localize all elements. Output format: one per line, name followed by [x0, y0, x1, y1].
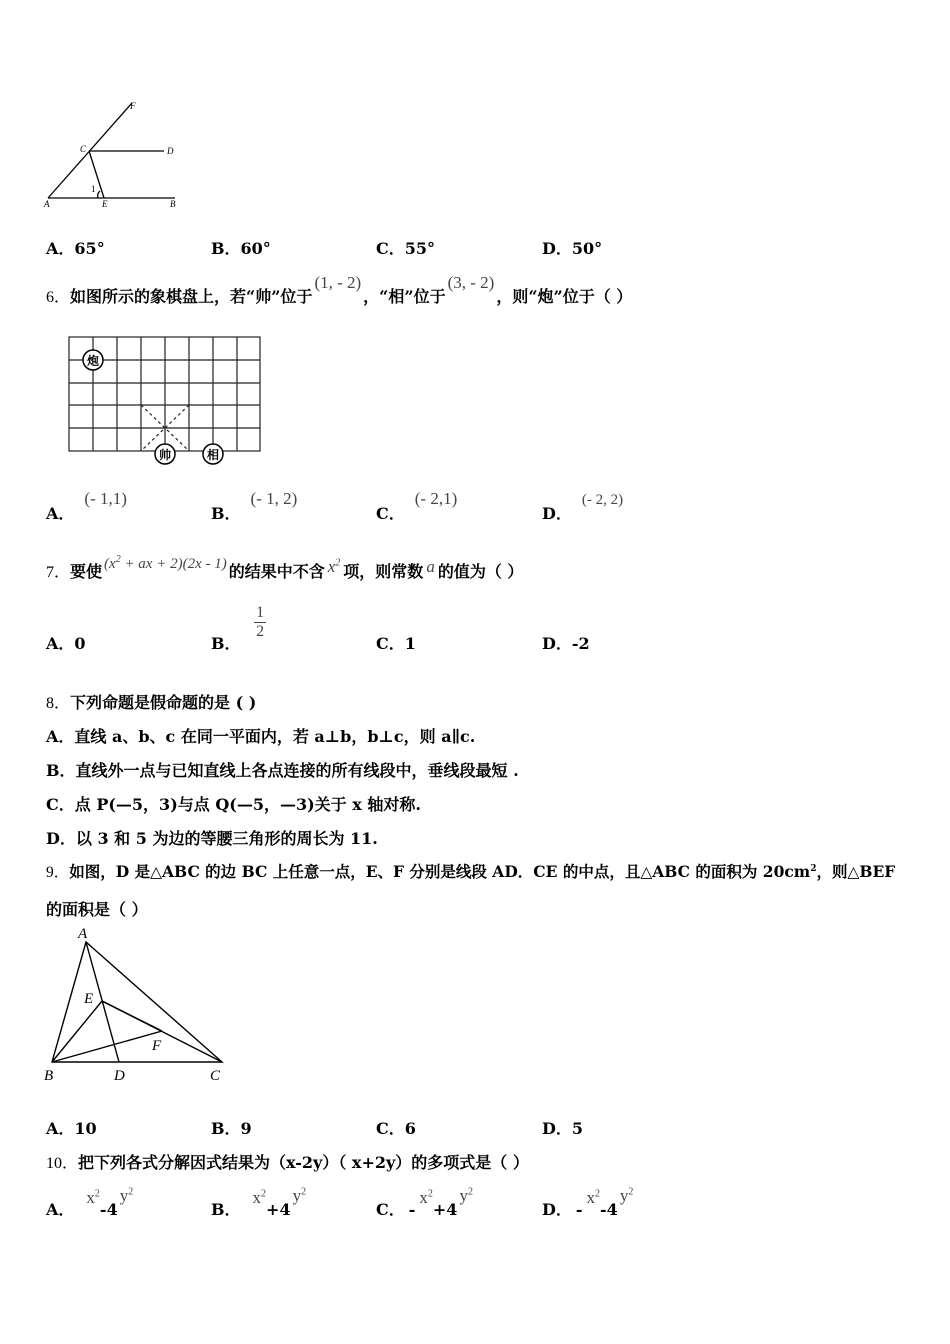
q8-option-d[interactable]: [46, 826, 378, 849]
option-x-base: x: [586, 1188, 596, 1207]
q5-option-d[interactable]: [542, 236, 602, 259]
option-y-base: y: [459, 1186, 468, 1205]
option-letter: D．: [542, 1119, 572, 1138]
q7-term-x: x: [327, 557, 336, 576]
q7-number: 7．: [46, 564, 71, 581]
q7-option-d[interactable]: [542, 631, 590, 654]
label-B: B: [44, 1068, 54, 1084]
piece-pao: [83, 350, 103, 370]
option-letter: A．: [46, 1200, 75, 1219]
option-x-base: x: [86, 1188, 95, 1207]
q6-stem: [46, 270, 632, 310]
fraction-denominator: 2: [256, 623, 265, 640]
option-x-sup: 2: [427, 1188, 433, 1200]
q9-text-sup: 2: [810, 863, 817, 874]
fraction-numerator: 1: [256, 604, 265, 621]
option-letter: A．: [46, 634, 75, 653]
option-text: -2: [571, 634, 590, 653]
q6-option-c[interactable]: [376, 486, 458, 523]
option-text: (- 2, 2): [581, 492, 624, 508]
q7-text-2: 的结果中不含: [228, 562, 325, 581]
piece-xiang-label: 相: [206, 448, 220, 462]
q7-text-4: 的值为（ ）: [437, 562, 524, 581]
label-C: C: [210, 1068, 221, 1084]
option-op: +4: [266, 1200, 291, 1219]
option-text: 6: [404, 1119, 416, 1138]
option-y-base: y: [119, 1186, 129, 1205]
q7-term-sup: 2: [335, 557, 341, 569]
option-letter: B．: [46, 761, 76, 780]
option-text: 点 P(—5，3)与点 Q(—5，—3)关于 x 轴对称.: [74, 795, 421, 814]
piece-xiang: [203, 444, 223, 464]
q7-var: a: [426, 557, 435, 576]
option-y: [120, 1186, 134, 1205]
option-text: 1: [404, 634, 416, 653]
label-C: C: [80, 144, 87, 154]
q9-number: 9．: [46, 864, 70, 881]
label-F: F: [130, 101, 136, 111]
q7-expression: [104, 556, 227, 572]
label-A: A: [78, 926, 88, 942]
option-letter: D．: [542, 504, 572, 523]
q8-option-b[interactable]: [46, 758, 519, 781]
option-letter: A．: [46, 239, 75, 258]
option-text: 65°: [74, 239, 105, 258]
q6-option-a[interactable]: [46, 486, 127, 523]
q9-text-1-end: ，则△BEF: [816, 862, 896, 881]
option-op: -4: [99, 1200, 118, 1219]
q6-option-d[interactable]: [542, 486, 624, 523]
label-angle-1: 1: [91, 184, 96, 194]
option-y-sup: 2: [128, 1186, 134, 1198]
option-text: 55°: [404, 239, 436, 258]
q10-stem: [46, 1150, 529, 1173]
option-text: 9: [240, 1119, 252, 1138]
label-E: E: [84, 991, 94, 1007]
option-y: [293, 1186, 307, 1205]
option-letter: D．: [542, 1200, 572, 1219]
q9-option-b[interactable]: [211, 1116, 252, 1139]
option-x: [587, 1188, 601, 1207]
option-pre: -: [408, 1200, 416, 1219]
q8-stem: [46, 690, 256, 713]
piece-shuai: [155, 444, 175, 464]
option-text: 直线 a、b、c 在同一平面内，若 a⊥b，b⊥c，则 a∥c.: [74, 727, 476, 746]
option-y: [620, 1186, 634, 1205]
piece-shuai-label: 帅: [158, 448, 172, 462]
piece-pao-label: 炮: [86, 354, 100, 368]
option-y-sup: 2: [301, 1186, 307, 1198]
option-text: 5: [571, 1119, 584, 1138]
q7-option-a[interactable]: [46, 631, 86, 654]
label-D: D: [167, 146, 174, 156]
option-letter: A．: [46, 727, 75, 746]
option-letter: A．: [46, 1119, 75, 1138]
option-y-sup: 2: [628, 1186, 634, 1198]
q6-text-3: ，则“炮”位于（ ）: [496, 287, 633, 306]
option-text: 60°: [240, 239, 271, 258]
q9-option-d[interactable]: [542, 1116, 583, 1139]
q6-coord-shuai: (1, - 2): [314, 273, 362, 292]
triangle-figure: [40, 922, 240, 1090]
option-letter: D．: [46, 829, 76, 848]
option-x-base: x: [252, 1188, 262, 1207]
option-x-sup: 2: [94, 1188, 100, 1200]
q10-text: 把下列各式分解因式结果为（x-2y）（ x+2y）的多项式是（ ）: [78, 1153, 529, 1172]
q10-option-b[interactable]: [211, 1183, 306, 1219]
option-y-base: y: [292, 1186, 302, 1205]
q10-option-d[interactable]: [542, 1183, 633, 1219]
q6-text-1: 如图所示的象棋盘上，若“帅”位于: [70, 287, 313, 306]
label-D: D: [114, 1068, 125, 1084]
option-op: +4: [432, 1200, 458, 1219]
label-B: B: [170, 199, 176, 209]
option-x: [86, 1188, 100, 1207]
option-x-sup: 2: [595, 1188, 601, 1200]
option-letter: C．: [376, 239, 405, 258]
q9-text-2: 的面积是（ ）: [46, 900, 148, 919]
q8-option-c[interactable]: [46, 792, 421, 815]
q6-text-2: ，“相”位于: [363, 287, 446, 306]
label-E: E: [102, 199, 108, 209]
q7-option-c[interactable]: [376, 631, 416, 654]
q9-stem-line1: [46, 860, 895, 882]
option-letter: B．: [211, 1119, 241, 1138]
option-y-sup: 2: [467, 1186, 473, 1198]
option-letter: C．: [376, 1119, 405, 1138]
q6-number: 6．: [46, 289, 71, 306]
q5-option-c[interactable]: [376, 236, 435, 259]
q10-option-c[interactable]: [376, 1183, 473, 1219]
option-letter: A．: [46, 504, 75, 523]
option-text: 10: [74, 1119, 97, 1138]
option-letter: B．: [211, 504, 241, 523]
q7-stem: [46, 550, 523, 586]
option-text: 0: [74, 634, 86, 653]
option-op: -4: [600, 1200, 618, 1219]
option-y: [459, 1186, 473, 1205]
q8-text: 下列命题是假命题的是 ( ): [70, 693, 257, 712]
option-letter: B．: [211, 239, 241, 258]
q10-number: 10．: [46, 1155, 79, 1172]
q7-expr-sup: 2: [115, 554, 121, 565]
q6-option-b[interactable]: [211, 486, 298, 523]
chess-board-figure: [60, 330, 270, 475]
option-letter: C．: [376, 634, 405, 653]
option-text: (- 1, 2): [250, 489, 298, 508]
option-letter: B．: [211, 634, 241, 653]
q10-option-a[interactable]: [46, 1183, 133, 1219]
option-x: [253, 1188, 267, 1207]
q7-text-3: 项，则常数: [343, 562, 424, 581]
q5-option-a[interactable]: [46, 236, 105, 259]
q6-coord-xiang: (3, - 2): [447, 273, 495, 292]
option-letter: D．: [542, 239, 572, 258]
q9-stem-line2: [46, 897, 148, 920]
q9-option-c[interactable]: [376, 1116, 416, 1139]
option-text: 50°: [571, 239, 603, 258]
label-F: F: [152, 1038, 162, 1054]
option-letter: C．: [46, 795, 75, 814]
q9-text-1: 如图，D 是△ABC 的边 BC 上任意一点，E、F 分别是线段 AD．CE 的中点，且△ABC 的面积为 20cm: [69, 862, 811, 881]
q8-number: 8．: [46, 695, 71, 712]
q9-option-a[interactable]: [46, 1116, 97, 1139]
option-x-base: x: [419, 1188, 428, 1207]
q7-term: [328, 557, 341, 576]
option-letter: C．: [376, 504, 405, 523]
label-A: A: [44, 199, 50, 209]
option-text: (- 1,1): [84, 489, 127, 508]
option-text: 直线外一点与已知直线上各点连接的所有线段中，垂线段最短 .: [75, 761, 519, 780]
option-text: 以 3 和 5 为边的等腰三角形的周长为 11.: [75, 829, 378, 848]
option-x-sup: 2: [261, 1188, 267, 1200]
option-letter: C．: [376, 1200, 405, 1219]
fraction: [254, 604, 266, 641]
q7-expr-b: + ax + 2)(2x - 1): [120, 556, 227, 572]
option-letter: B．: [211, 1200, 241, 1219]
option-text: (- 2,1): [414, 489, 458, 508]
q5-option-b[interactable]: [211, 236, 271, 259]
q8-option-a[interactable]: [46, 724, 475, 747]
option-pre: -: [575, 1200, 583, 1219]
q7-option-b[interactable]: [211, 604, 266, 652]
angle-figure: [40, 95, 190, 215]
option-letter: D．: [542, 634, 572, 653]
q7-text-1: 要使: [70, 562, 103, 581]
q7-expr-a: (x: [104, 556, 116, 572]
option-y-base: y: [619, 1186, 629, 1205]
option-x: [419, 1188, 433, 1207]
